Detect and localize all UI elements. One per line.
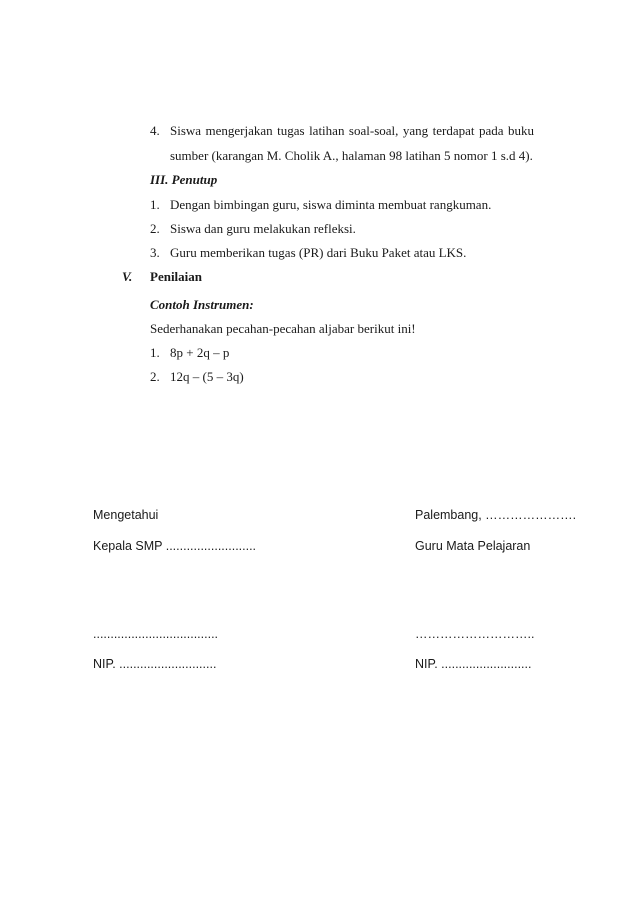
list-item-text: 8p + 2q – p: [170, 345, 230, 360]
list-item-text-line-1: [170, 123, 534, 139]
list-item-word: mengerjakan: [205, 123, 273, 138]
signature-right-line1: Palembang, ………………….: [415, 508, 577, 522]
signature-left-line1: Mengetahui: [93, 508, 159, 522]
signature-right-nip: NIP. ..........................: [415, 657, 532, 671]
signature-left-line2: Kepala SMP ..........................: [93, 539, 257, 553]
signature-left-name: ....................................: [93, 627, 219, 641]
signature-left-nip: NIP. ............................: [93, 657, 217, 671]
list-item-text: Dengan bimbingan guru, siswa diminta membuat rangkuman.: [170, 197, 492, 212]
list-item-text: 12q – (5 – 3q): [170, 369, 244, 384]
instruction-text: Sederhanakan pecahan-pecahan aljabar berikut ini!: [150, 321, 416, 336]
list-item-word: latihan: [309, 123, 345, 138]
list-item-number: 1.: [150, 197, 160, 212]
section-heading-penilaian: Penilaian: [150, 269, 203, 284]
list-item-number: 3.: [150, 245, 160, 260]
list-item-word: soal-soal,: [348, 123, 399, 138]
list-item-word: yang: [402, 123, 429, 138]
list-item-word: terdapat: [432, 123, 475, 138]
subheading-contoh-instrumen: Contoh Instrumen:: [150, 297, 254, 312]
list-item-number: 2.: [150, 221, 160, 236]
list-item-number: 4.: [150, 123, 160, 138]
signature-right-name: ………………………..: [415, 627, 535, 641]
section-heading-penutup: III. Penutup: [150, 172, 218, 187]
list-item-word: Siswa: [170, 123, 202, 138]
list-item-text: Siswa dan guru melakukan refleksi.: [170, 221, 356, 236]
signature-right-line2: Guru Mata Pelajaran: [415, 539, 531, 553]
list-item-text-line-2: sumber (karangan M. Cholik A., halaman 98 latihan 5 nomor 1 s.d 4).: [170, 148, 533, 163]
list-item-number: 1.: [150, 345, 160, 360]
list-item-number: 2.: [150, 369, 160, 384]
list-item-word: pada: [478, 123, 504, 138]
list-item-text: Guru memberikan tugas (PR) dari Buku Paket atau LKS.: [170, 245, 467, 260]
list-item-word: buku: [507, 123, 534, 138]
section-roman-numeral: V.: [122, 269, 133, 284]
list-item-word: tugas: [277, 123, 305, 138]
